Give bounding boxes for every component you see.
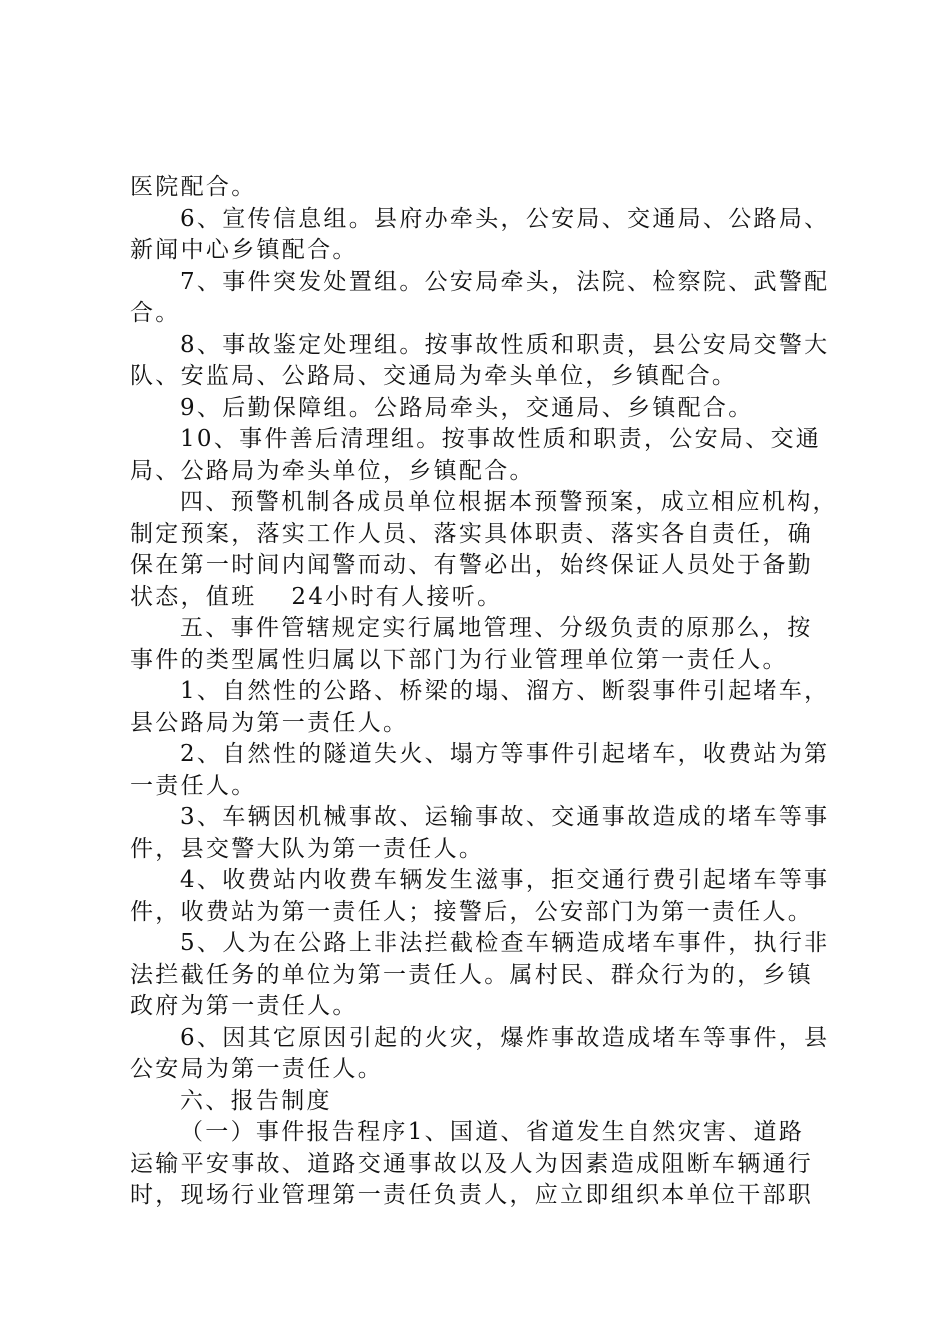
text-line: 制定预案，落实工作人员、落实具体职责、落实各自责任，确: [130, 520, 814, 547]
text-line: 一责任人。: [130, 772, 257, 799]
text-line: 2、自然性的隧道失火、塌方等事件引起堵车，收费站为第: [180, 741, 830, 767]
text-line: 6、宣传信息组。县府办牵头，公安局、交通局、公路局、: [180, 205, 830, 232]
text-line: 医院配合。: [130, 174, 257, 200]
text-line: 3、车辆因机械事故、运输事故、交通事故造成的堵车等事: [180, 804, 830, 830]
text-line: 9、后勤保障组。公路局牵头，交通局、乡镇配合。: [180, 394, 754, 421]
text-line: 4、收费站内收费车辆发生滋事，拒交通行费引起堵车等事: [180, 867, 830, 893]
text-line: 6、因其它原因引起的火灾，爆炸事故造成堵车等事件，县: [180, 1024, 830, 1051]
text-line: 运输平安事故、道路交通事故以及人为因素造成阻断车辆通行: [130, 1150, 814, 1177]
document-body: [130, 172, 838, 1212]
text-line: 7、事件突发处置组。公安局牵头，法院、检察院、武警配: [180, 268, 830, 295]
text-line: 状态，值班 24小时有人接听。: [130, 583, 503, 610]
text-line: 政府为第一责任人。: [130, 993, 358, 1019]
text-line: 8、事故鉴定处理组。按事故性质和职责，县公安局交警大: [180, 331, 830, 358]
text-line: （一）事件报告程序1、国道、省道发生自然灾害、道路: [180, 1119, 805, 1145]
text-line: 四、预警机制各成员单位根据本预警预案，成立相应机构，: [180, 489, 838, 515]
text-line: 合。: [130, 300, 181, 326]
text-line: 5、人为在公路上非法拦截检查车辆造成堵车事件，执行非: [180, 930, 830, 956]
text-line: 队、安监局、公路局、交通局为牵头单位，乡镇配合。: [130, 363, 738, 389]
text-line: 五、事件管辖规定实行属地管理、分级负责的原那么，按: [180, 615, 813, 641]
text-line: 1、自然性的公路、桥梁的塌、溜方、断裂事件引起堵车，: [180, 678, 830, 704]
text-line: 县公路局为第一责任人。: [130, 709, 409, 736]
text-line: 局、公路局为牵头单位，乡镇配合。: [130, 457, 535, 484]
text-line: 公安局为第一责任人。: [130, 1056, 383, 1082]
text-line: 新闻中心乡镇配合。: [130, 237, 358, 263]
text-line: 件，县交警大队为第一责任人。: [130, 835, 485, 862]
text-line: 保在第一时间内闻警而动、有警必出，始终保证人员处于备勤: [130, 552, 814, 578]
text-line: 法拦截任务的单位为第一责任人。属村民、群众行为的，乡镇: [130, 961, 814, 988]
text-line: 时，现场行业管理第一责任负责人，应立即组织本单位干部职: [130, 1182, 814, 1208]
text-line: 事件的类型属性归属以下部门为行业管理单位第一责任人。: [130, 646, 788, 673]
text-line: 10、事件善后清理组。按事故性质和职责，公安局、交通: [180, 426, 822, 452]
text-line: 件，收费站为第一责任人；接警后，公安部门为第一责任人。: [130, 898, 814, 925]
text-line: 六、报告制度: [180, 1087, 332, 1114]
